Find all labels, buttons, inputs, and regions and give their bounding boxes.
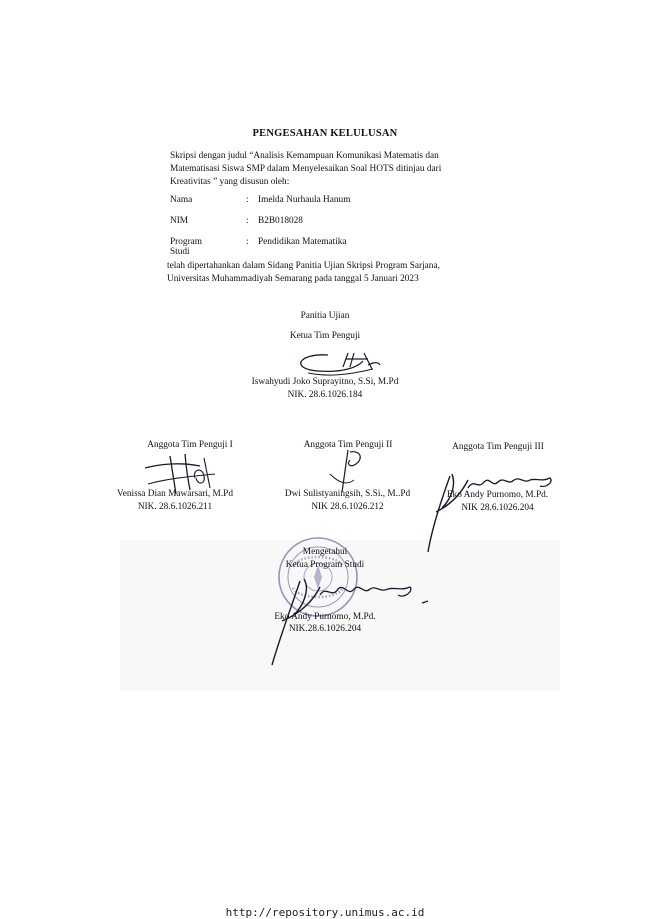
examiner-2-role: Anggota Tim Penguji II <box>303 440 393 450</box>
approval-nik: NIK.28.6.1026.204 <box>288 624 362 634</box>
examiner-3-nik: NIK 28.6.1026.204 <box>461 503 534 513</box>
field-value: B2B018028 <box>258 216 303 226</box>
field-colon: : <box>246 216 249 226</box>
field-value: Pendidikan Matematika <box>258 237 347 247</box>
field-label: NIM <box>170 216 189 226</box>
approval-name: Eko Andy Purnomo, M.Pd. <box>274 612 376 622</box>
approval-line-1: Mengetahui <box>302 547 348 557</box>
field-value: Imelda Nurhaula Hanum <box>258 195 351 205</box>
examiner-3-role: Anggota Tim Penguji III <box>452 442 544 452</box>
field-colon: : <box>246 237 249 247</box>
footer-url: http://repository.unimus.ac.id <box>225 906 425 919</box>
committee-heading: Panitia Ujian <box>300 311 350 321</box>
defense-paragraph <box>167 260 487 286</box>
examiner-3-name: Eko Andy Purnomo, M.Pd. <box>446 490 549 500</box>
defense-line: telah dipertahankan dalam Sidang Panitia Ujian Skripsi Program Sarjana, <box>167 261 440 271</box>
intro-line: Skripsi dengan judul “Analisis Kemampuan Komunikasi Matematis dan <box>170 151 439 161</box>
examiner-2-nik: NIK 28.6.1026.212 <box>311 502 384 512</box>
chair-nik: NIK. 28.6.1026.184 <box>287 390 363 400</box>
chair-name: Iswahyudi Joko Suprayitno, S.Si, M.Pd <box>251 377 399 387</box>
intro-line: Matematisasi Siswa SMP dalam Menyelesaikan Soal HOTS ditinjau dari <box>170 164 442 174</box>
chair-role: Ketua Tim Penguji <box>289 331 361 341</box>
examiner-2-name: Dwi Sulistyaningsih, S.Si., M..Pd <box>284 489 411 499</box>
examiner-1-role: Anggota Tim Penguji I <box>147 440 233 450</box>
chair-signature <box>288 347 388 379</box>
examiner-1-name: Venissa Dian Mawarsari, M.Pd <box>117 489 233 499</box>
defense-line: Universitas Muhammadiyah Semarang pada tanggal 5 Januari 2023 <box>167 274 419 284</box>
field-label: Nama <box>170 195 193 205</box>
approval-line-2: Ketua Program Studi <box>285 560 365 570</box>
examiner-1-nik: NIK. 28.6.1026.211 <box>137 502 213 512</box>
intro-paragraph <box>170 150 470 189</box>
field-label: Program Studi <box>170 237 203 257</box>
intro-line: Kreativitas ” yang disusun oleh: <box>170 177 290 187</box>
field-colon: : <box>246 195 249 205</box>
page-title: PENGESAHAN KELULUSAN <box>252 128 398 139</box>
